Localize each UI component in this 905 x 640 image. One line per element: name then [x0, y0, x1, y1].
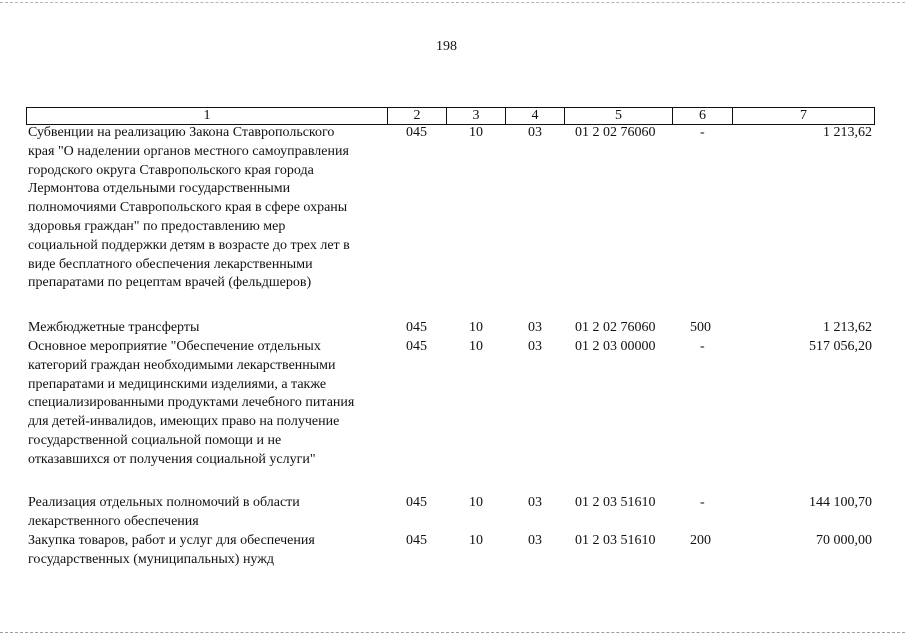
row-amount: 144 100,70: [809, 495, 872, 510]
header-col-5: 5: [564, 108, 672, 124]
row-description: Реализация отдельных полномочий в области лекарственного обеспечения: [28, 495, 300, 529]
page-number: 198: [436, 39, 457, 54]
row-admin-code: 045: [406, 125, 427, 140]
row-amount: 1 213,62: [823, 320, 872, 335]
scan-edge-bottom: [0, 632, 905, 633]
row-target-article: 01 2 02 76060: [575, 125, 656, 140]
table-header: [26, 107, 875, 125]
row-amount: 1 213,62: [823, 125, 872, 140]
header-col-4: 4: [505, 108, 564, 124]
row-target-article: 01 2 03 00000: [575, 339, 656, 354]
row-description: Межбюджетные трансферты: [28, 320, 200, 335]
row-subsection: 03: [528, 533, 542, 548]
row-admin-code: 045: [406, 339, 427, 354]
row-description: Основное мероприятие "Обеспечение отдельных категорий граждан необходимыми лекарственными препаратами и медицинскими изделиями, а также специализированными продуктами лечебного питания для детей-инвалидов, имеющих право на получение государственной социальной помощи и не отказавшихся от получения социальной услуги": [28, 339, 355, 467]
row-subsection: 03: [528, 320, 542, 335]
row-subsection: 03: [528, 125, 542, 140]
row-target-article: 01 2 03 51610: [575, 533, 656, 548]
row-amount: 517 056,20: [809, 339, 872, 354]
row-section: 10: [469, 320, 483, 335]
row-subsection: 03: [528, 495, 542, 510]
row-section: 10: [469, 495, 483, 510]
row-admin-code: 045: [406, 320, 427, 335]
row-target-article: 01 2 02 76060: [575, 320, 656, 335]
row-expense-type: 200: [690, 533, 711, 548]
row-section: 10: [469, 125, 483, 140]
row-expense-type: -: [700, 339, 705, 354]
header-col-1: 1: [203, 108, 211, 123]
header-col-2: 2: [387, 108, 446, 124]
row-description: Субвенции на реализацию Закона Ставропольского края "О наделении органов местного самоуправления городского округа Ставропольского края города Лермонтова отдельными государственными полномочиями Ставропольского края в сфере охраны здоровья граждан" по предоставлению мер социальной поддержки детям в возрасте до трех лет в виде бесплатного обеспечения лекарственными препаратами по рецептам врачей (фельдшеров): [28, 125, 350, 291]
header-col-3: 3: [446, 108, 505, 124]
row-subsection: 03: [528, 339, 542, 354]
row-admin-code: 045: [406, 533, 427, 548]
row-description: Закупка товаров, работ и услуг для обеспечения государственных (муниципальных) нужд: [28, 533, 315, 567]
row-expense-type: -: [700, 495, 705, 510]
row-expense-type: -: [700, 125, 705, 140]
row-target-article: 01 2 03 51610: [575, 495, 656, 510]
scan-edge-top: [0, 2, 905, 3]
row-section: 10: [469, 339, 483, 354]
row-expense-type: 500: [690, 320, 711, 335]
row-amount: 70 000,00: [816, 533, 872, 548]
row-section: 10: [469, 533, 483, 548]
header-col-7: 7: [732, 108, 874, 124]
row-admin-code: 045: [406, 495, 427, 510]
header-col-6: 6: [672, 108, 732, 124]
